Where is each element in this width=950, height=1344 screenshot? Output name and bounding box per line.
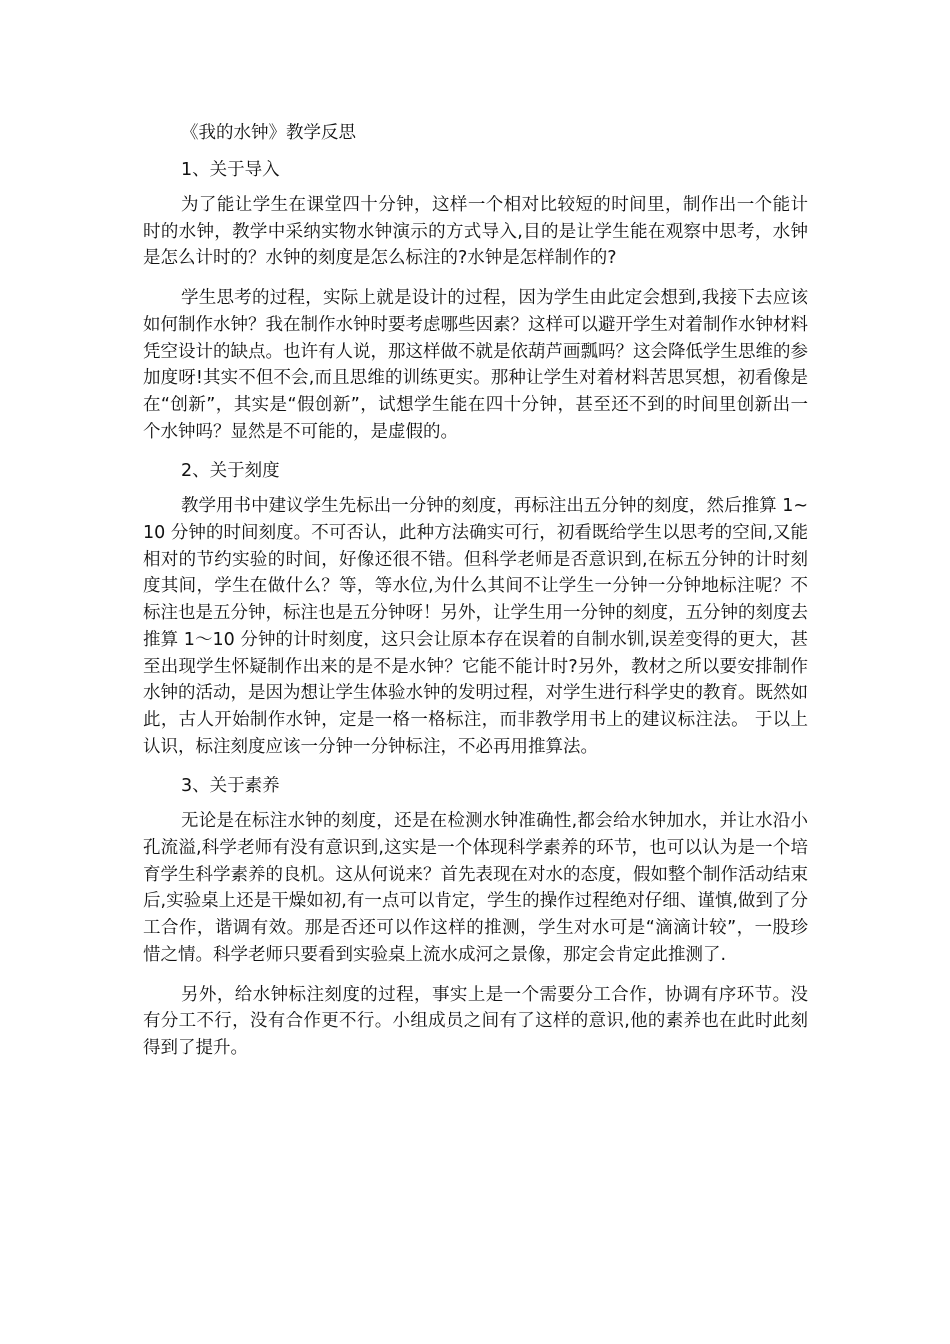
document-body	[143, 120, 808, 1075]
paragraph: 教学用书中建议学生先标出一分钟的刻度，再标注出五分钟的刻度，然后推算 1~10 分钟的时间刻度。不可否认，此种方法确实可行，初看既给学生以思考的空间,又能相对的节约实验的时间，好像还很不错。但科学老师是否意识到,在标五分钟的计时刻度其间，学生在做什么？等，等水位,为什么其间不让学生一分钟一分钟地标注呢？不标注也是五分钟，标注也是五分钟呀！另外，让学生用一分钟的刻度，五分钟的刻度去推算 1～10 分钟的计时刻度，这只会让原本存在误着的自制水钏,误差变得的更大，甚至出现学生怀疑制作出来的是不是水钟？它能不能计时?另外，教材之所以要安排制作水钟的活动，是因为想让学生体验水钟的发明过程，对学生进行科学史的教育。既然如此，古人开始制作水钟，定是一格一格标注，而非教学用书上的建议标注法。 于以上认识，标注刻度应该一分钟一分钟标注，不必再用推算法。	[143, 496, 808, 757]
section-scale	[143, 458, 808, 760]
section-heading: 2、关于刻度	[181, 461, 280, 482]
section-introduction	[143, 157, 808, 445]
paragraph: 学生思考的过程，实际上就是设计的过程，因为学生由此定会想到,我接下去应该如何制作水钟？我在制作水钟时要考虑哪些因素？这样可以避开学生对着制作水钟材料凭空设计的缺点。也许有人说，那这样做不就是依葫芦画瓢吗？这会降低学生思维的参加度呀!其实不但不会,而且思维的训练更实。那种让学生对着材料苦思冥想，初看像是在“创新”，其实是“假创新”，试想学生能在四十分钟，甚至还不到的时间里创新出一个水钟吗？显然是不可能的，是虚假的。	[143, 288, 808, 442]
section-heading: 1、关于导入	[181, 160, 280, 180]
section-heading: 3、关于素养	[181, 776, 280, 797]
paragraph: 为了能让学生在课堂四十分钟，这样一个相对比较短的时间里，制作出一个能计时的水钟，教学中采纳实物水钟演示的方式导入,目的是让学生能在观察中思考，水钟是怎么计时的？水钟的刻度是怎么标注的?水钟是怎样制作的?	[143, 195, 808, 269]
document-title: 《我的水钟》教学反思	[181, 123, 356, 143]
paragraph: 另外，给水钟标注刻度的过程，事实上是一个需要分工合作，协调有序环节。没有分工不行，没有合作更不行。小组成员之间有了这样的意识,他的素养也在此时此刻得到了提升。	[143, 984, 808, 1058]
section-literacy	[143, 773, 808, 1061]
paragraph: 无论是在标注水钟的刻度，还是在检测水钟准确性,都会给水钟加水，并让水沿小孔流溢,科学老师有没有意识到,这实是一个体现科学素养的环节，也可以认为是一个培育学生科学素养的良机。这从何说来？首先表现在对水的态度，假如整个制作活动结束后,实验桌上还是干燥如初,有一点可以肯定，学生的操作过程绝对仔细、谨慎,做到了分工合作，谐调有效。那是否还可以作这样的推测，学生对水可是“滴滴计较”，一股珍惜之情。科学老师只要看到实验桌上流水成河之景像，那定会肯定此推测了.	[143, 811, 808, 965]
